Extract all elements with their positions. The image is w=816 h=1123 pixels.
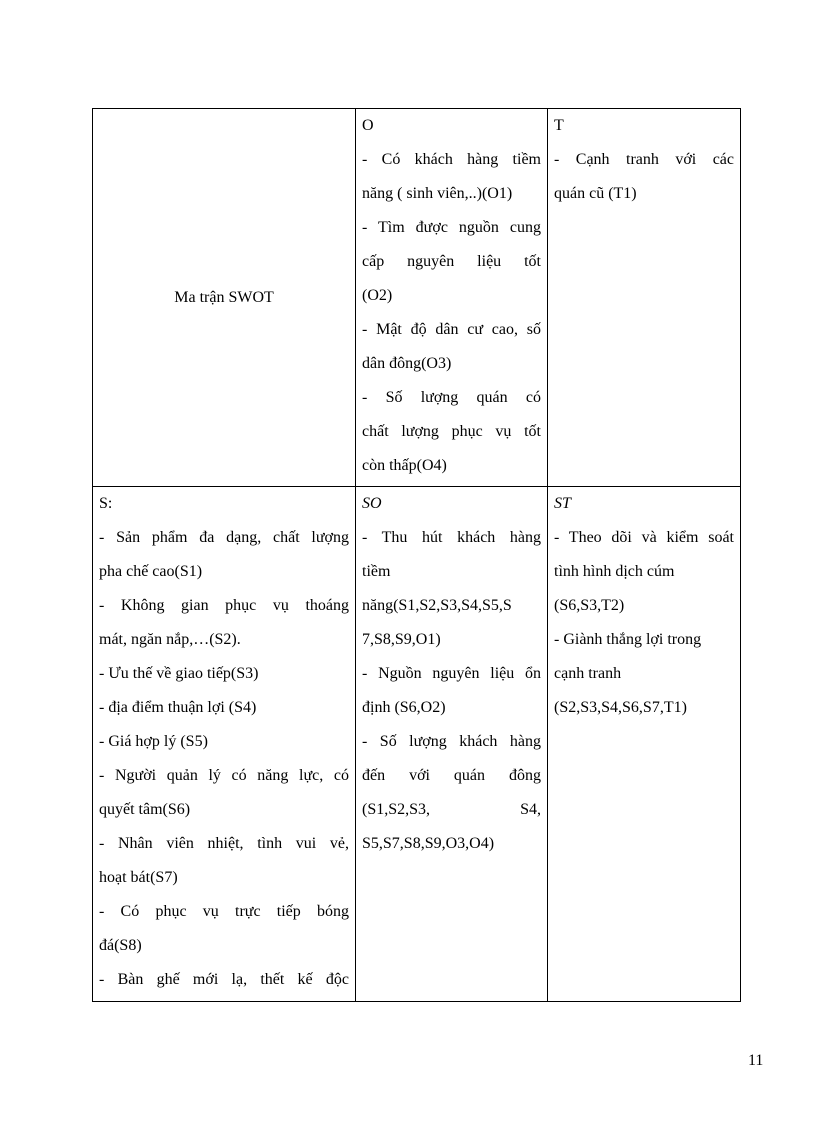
st-line: cạnh tranh (554, 665, 622, 682)
so-line: - Thu hút khách hàng (362, 529, 541, 546)
strength-line: - địa điểm thuận lợi (S4) (99, 699, 257, 716)
strength-line: - Giá hợp lý (S5) (99, 733, 208, 750)
swot-header-row (93, 109, 741, 487)
st-heading: ST (554, 495, 571, 512)
strength-line: quyết tâm(S6) (99, 801, 191, 818)
strengths-cell (93, 487, 356, 1002)
st-strategy-cell (548, 487, 741, 1002)
so-line: 7,S8,S9,O1) (362, 631, 441, 648)
strength-line: mát, ngăn nắp,…(S2). (99, 631, 241, 648)
swot-table (92, 108, 741, 1002)
opportunity-line: (O2) (362, 287, 393, 304)
so-line: - Nguồn nguyên liệu ổn (362, 665, 541, 682)
so-line: năng(S1,S2,S3,S4,S5,S (362, 597, 512, 614)
so-strategy-cell (356, 487, 548, 1002)
st-line: (S6,S3,T2) (554, 597, 625, 614)
swot-matrix-label: Ma trận SWOT (174, 288, 274, 306)
opportunities-cell (356, 109, 548, 487)
opportunity-line: cấp nguyên liệu tốt (362, 253, 541, 270)
strength-line: - Bàn ghế mới lạ, thết kế độc (99, 971, 349, 988)
so-line: - Số lượng khách hàng (362, 733, 541, 750)
strength-line: - Không gian phục vụ thoáng (99, 597, 349, 614)
threat-line: - Cạnh tranh với các (554, 151, 734, 168)
opportunity-line: - Tìm được nguồn cung (362, 219, 541, 236)
threats-heading: T (554, 117, 564, 134)
threats-cell (548, 109, 741, 487)
opportunity-line: - Có khách hàng tiềm (362, 151, 541, 168)
st-line: tình hình dịch cúm (554, 563, 675, 580)
strength-line: - Sản phẩm đa dạng, chất lượng (99, 529, 349, 546)
opportunity-line: chất lượng phục vụ tốt (362, 423, 541, 440)
threat-line: quán cũ (T1) (554, 185, 637, 202)
strength-line: - Nhân viên nhiệt, tình vui vẻ, (99, 835, 349, 852)
strengths-heading: S: (99, 495, 113, 512)
strength-line: - Người quản lý có năng lực, có (99, 767, 349, 784)
strength-line: hoạt bát(S7) (99, 869, 178, 886)
strength-line: pha chế cao(S1) (99, 563, 203, 580)
so-line: đến với quán đông (362, 767, 541, 784)
opportunities-heading: O (362, 117, 374, 134)
st-line: (S2,S3,S4,S6,S7,T1) (554, 699, 687, 716)
so-line: tiềm (362, 563, 391, 580)
strength-line: - Ưu thế về giao tiếp(S3) (99, 665, 259, 682)
so-line: S5,S7,S8,S9,O3,O4) (362, 835, 495, 852)
so-heading: SO (362, 495, 382, 512)
opportunity-line: - Mật độ dân cư cao, số (362, 321, 541, 338)
swot-strategy-row (93, 487, 741, 1002)
opportunity-line: - Số lượng quán có (362, 389, 541, 406)
so-line: định (S6,O2) (362, 699, 446, 716)
strength-line: đá(S8) (99, 937, 142, 954)
swot-corner-cell (93, 109, 356, 487)
st-line: - Theo dõi và kiểm soát (554, 529, 734, 546)
page-number: 11 (748, 1052, 764, 1069)
opportunity-line: còn thấp(O4) (362, 457, 447, 474)
so-line: (S1,S2,S3, S4, (362, 801, 541, 818)
st-line: - Giành thắng lợi trong (554, 631, 702, 648)
opportunity-line: dân đông(O3) (362, 355, 452, 372)
opportunity-line: năng ( sinh viên,..)(O1) (362, 185, 513, 202)
strength-line: - Có phục vụ trực tiếp bóng (99, 903, 349, 920)
